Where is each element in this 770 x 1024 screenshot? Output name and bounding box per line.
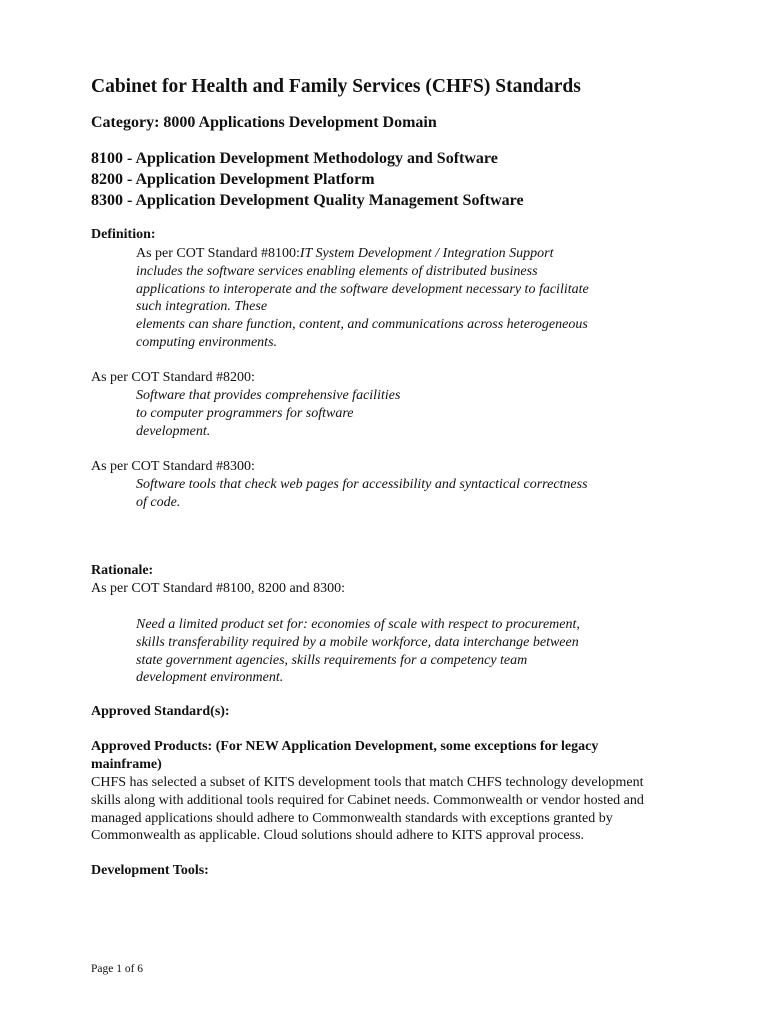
definition-8100-first-line [136, 245, 589, 263]
rationale-text: state government agencies, skills requirements for a competency team [136, 652, 528, 668]
approved-products-text: skills along with additional tools required for Cabinet needs. Commonwealth or vendor hosted and [91, 792, 644, 808]
std-8100-text: elements can share function, content, and communications across heterogeneous [136, 317, 588, 333]
std-8200-text: Software that provides comprehensive facilities [136, 388, 401, 403]
approved-products-body [91, 774, 644, 845]
std-8100-text: IT System Development / Integration Support [299, 246, 554, 261]
approved-products-heading [91, 738, 598, 774]
definition-8300-block [136, 476, 588, 512]
std-8100-text: such integration. These [136, 299, 268, 315]
category-heading: Category: 8000 Applications Development Domain [91, 114, 437, 131]
subcategory-8300: 8300 - Application Development Quality Management Software [91, 192, 524, 209]
approved-products-text: managed applications should adhere to Commonwealth standards with exceptions granted by [91, 810, 613, 826]
std-8200-text: to computer programmers for software [136, 405, 354, 421]
std-8100-prefix: As per COT Standard #8100: [136, 246, 300, 261]
approved-products-heading-line: Approved Products: (For NEW Application Development, some exceptions for legacy [91, 739, 599, 754]
std-8100-text: applications to interoperate and the software development necessary to facilitate [136, 281, 589, 297]
definition-label: Definition: [91, 227, 156, 242]
std-8100-text: includes the software services enabling elements of distributed business [136, 263, 538, 279]
std-8200-heading: As per COT Standard #8200: [91, 370, 255, 385]
subcategory-8100: 8100 - Application Development Methodology and Software [91, 150, 498, 167]
rationale-text: Need a limited product set for: economies of scale with respect to procurement, [136, 617, 580, 632]
approved-products-heading-line: mainframe) [91, 756, 162, 772]
std-8200-text: development. [136, 423, 211, 439]
development-tools-label: Development Tools: [91, 863, 209, 878]
rationale-text: development environment. [136, 670, 284, 686]
std-8300-text: Software tools that check web pages for accessibility and syntactical correctness [136, 477, 588, 492]
definition-8200-block [136, 387, 400, 440]
page-number-footer: Page 1 of 6 [91, 963, 144, 975]
rationale-label: Rationale: [91, 563, 154, 578]
definition-8100-block [136, 245, 589, 352]
approved-products-text: Commonwealth as applicable. Cloud solutions should adhere to KITS approval process. [91, 828, 585, 844]
document-title: Cabinet for Health and Family Services (CHFS) Standards [91, 76, 581, 97]
approved-standards-label: Approved Standard(s): [91, 704, 230, 719]
rationale-text: skills transferability required by a mobile workforce, data interchange between [136, 634, 579, 650]
std-8300-heading: As per COT Standard #8300: [91, 459, 255, 474]
rationale-intro: As per COT Standard #8100, 8200 and 8300: [91, 581, 346, 596]
std-8100-text: computing environments. [136, 334, 278, 350]
approved-products-text: CHFS has selected a subset of KITS development tools that match CHFS technology development [91, 775, 644, 790]
subcategory-8200: 8200 - Application Development Platform [91, 171, 375, 188]
std-8300-text: of code. [136, 494, 181, 510]
rationale-block [136, 616, 580, 687]
